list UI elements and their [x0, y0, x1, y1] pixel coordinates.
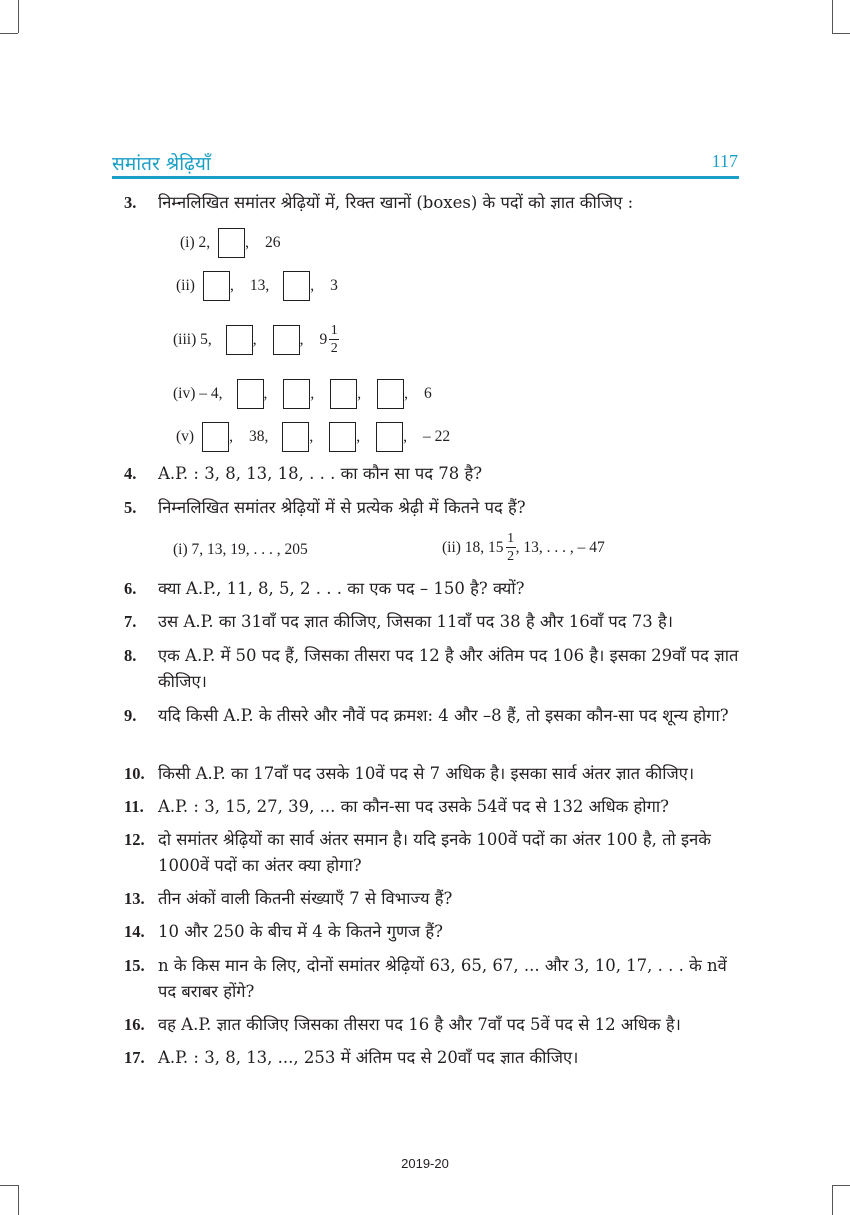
term: 38, [248, 428, 269, 445]
blank-box [283, 271, 310, 301]
crop-mark [0, 33, 18, 34]
question-12 [124, 827, 742, 879]
question-text: किसी A.P. का 17वाँ पद उसके 10वें पद से 7 अधिक है। इसका सार्व अंतर ज्ञात कीजिए। [158, 764, 695, 783]
blank-box [376, 422, 403, 452]
footer-year: 2019-20 [401, 1156, 449, 1171]
question-number: 12. [124, 830, 145, 849]
question-15 [124, 953, 742, 1005]
term: – 22 [422, 428, 451, 445]
question-4 [124, 461, 742, 487]
q3-part-ii: (ii) , 13, , 3 [176, 271, 338, 301]
question-number: 11. [124, 797, 144, 816]
question-17 [124, 1045, 742, 1071]
question-text: यदि किसी A.P. के तीसरे और नौवें पद क्रमश: 4 और –8 हैं, तो इसका कौन-सा पद शून्य होगा? [158, 706, 729, 725]
question-number: 9. [124, 706, 137, 725]
blank-box [282, 422, 309, 452]
denominator: 2 [507, 549, 515, 564]
question-10 [124, 761, 742, 787]
term: 3 [330, 277, 338, 294]
page-number: 117 [711, 151, 738, 171]
blank-box [203, 271, 230, 301]
crop-mark [832, 0, 833, 33]
question-text: दो समांतर श्रेढ़ियों का सार्व अंतर समान है। यदि इनके 100वें पदों का अंतर 100 है, तो इनके 1000वें पदों का अंतर क्या होगा? [158, 830, 711, 875]
blank-box [377, 379, 404, 409]
question-number: 10. [124, 764, 145, 783]
question-14 [124, 919, 742, 945]
blank-box [237, 379, 264, 409]
question-text: A.P. : 3, 8, 13, 18, . . . का कौन सा पद 78 है? [158, 464, 483, 483]
blank-box [273, 325, 300, 355]
blank-box [330, 379, 357, 409]
q5-part-i [173, 541, 308, 559]
mixed-whole: 9 [319, 330, 328, 348]
question-16 [124, 1012, 742, 1038]
question-text: तीन अंकों वाली कितनी संख्याएँ 7 से विभाज्य हैं? [158, 889, 453, 908]
question-9 [124, 703, 742, 729]
question-5 [124, 495, 742, 521]
question-text: निम्नलिखित समांतर श्रेढ़ियों में से प्रत्येक श्रेढ़ी में कितने पद हैं? [158, 498, 526, 517]
question-text: वह A.P. ज्ञात कीजिए जिसका तीसरा पद 16 है और 7वाँ पद 5वें पद से 12 अधिक है। [158, 1015, 681, 1034]
part-text: (i) 7, 13, 19, . . . , 205 [173, 541, 308, 558]
question-11 [124, 794, 742, 820]
question-7 [124, 609, 742, 635]
term: 13, [249, 277, 270, 294]
q3-part-iii: (iii) 5, , , 9 $\frac{1}{2}$ [173, 323, 338, 356]
crop-mark [832, 1185, 850, 1186]
question-text: n के किस मान के लिए, दोनों समांतर श्रेढ़ियों 63, 65, 67, ... और 3, 10, 17, . . . के nवें पद बराबर होंगे? [158, 956, 727, 1001]
question-text: उस A.P. का 31वाँ पद ज्ञात कीजिए, जिसका 11वाँ पद 38 है और 16वाँ पद 73 है। [158, 612, 674, 631]
blank-box [283, 379, 310, 409]
part-label: (ii) [176, 277, 195, 294]
question-text: क्या A.P., 11, 8, 5, 2 . . . का एक पद – 150 है? क्यों? [158, 579, 525, 598]
question-number: 5. [124, 498, 137, 517]
question-3 [124, 190, 742, 216]
crop-mark [18, 1185, 19, 1215]
crop-mark [832, 33, 850, 34]
question-number: 6. [124, 579, 137, 598]
question-number: 13. [124, 889, 145, 908]
question-text: A.P. : 3, 8, 13, ..., 253 में अंतिम पद से 20वाँ पद ज्ञात कीजिए। [158, 1048, 579, 1067]
question-6 [124, 576, 742, 602]
q3-part-iv: (iv) – 4, , , , , 6 [173, 379, 432, 409]
question-8 [124, 643, 742, 695]
term: 6 [424, 385, 432, 402]
q5-part-ii [442, 530, 605, 565]
question-number: 16. [124, 1015, 145, 1034]
q3-part-v: (v) , 38, , , , – 22 [176, 422, 450, 452]
denominator: 2 [330, 341, 338, 356]
numerator: 1 [507, 531, 515, 546]
fraction [506, 530, 516, 565]
question-text: 10 और 250 के बीच में 4 के कितने गुणज हैं? [158, 922, 444, 941]
term: 26 [265, 234, 281, 251]
header-rule [112, 176, 739, 179]
question-13 [124, 886, 742, 912]
crop-mark [832, 1185, 833, 1215]
question-number: 8. [124, 646, 137, 665]
part-label: (i) 2, [180, 234, 211, 251]
question-number: 4. [124, 464, 137, 483]
question-number: 17. [124, 1048, 145, 1067]
fraction [329, 322, 339, 357]
q3-part-i: (i) 2, , 26 [180, 228, 281, 258]
question-text: A.P. : 3, 15, 27, 39, ... का कौन-सा पद उसके 54वें पद से 132 अधिक होगा? [158, 797, 669, 816]
blank-box [218, 228, 245, 258]
part-label: (iv) – 4, [173, 385, 223, 402]
crop-mark [18, 0, 19, 33]
question-number: 3. [124, 193, 137, 212]
blank-box [202, 422, 229, 452]
part-suffix: , 13, . . . , – 47 [515, 538, 605, 556]
numerator: 1 [330, 323, 338, 338]
crop-mark [0, 1185, 18, 1186]
part-label: (iii) 5, [173, 330, 212, 348]
question-number: 15. [124, 956, 145, 975]
part-label: (v) [176, 428, 195, 445]
chapter-title: समांतर श्रेढ़ियाँ [112, 153, 211, 175]
part-prefix: (ii) 18, 15 [442, 538, 504, 556]
question-text: एक A.P. में 50 पद हैं, जिसका तीसरा पद 12 है और अंतिम पद 106 है। इसका 29वाँ पद ज्ञात कीजिए। [158, 646, 739, 691]
blank-box [226, 325, 253, 355]
question-number: 14. [124, 922, 145, 941]
question-text: निम्नलिखित समांतर श्रेढ़ियों में, रिक्त खानों (boxes) के पदों को ज्ञात कीजिए : [158, 193, 634, 212]
blank-box [329, 422, 356, 452]
question-number: 7. [124, 612, 137, 631]
